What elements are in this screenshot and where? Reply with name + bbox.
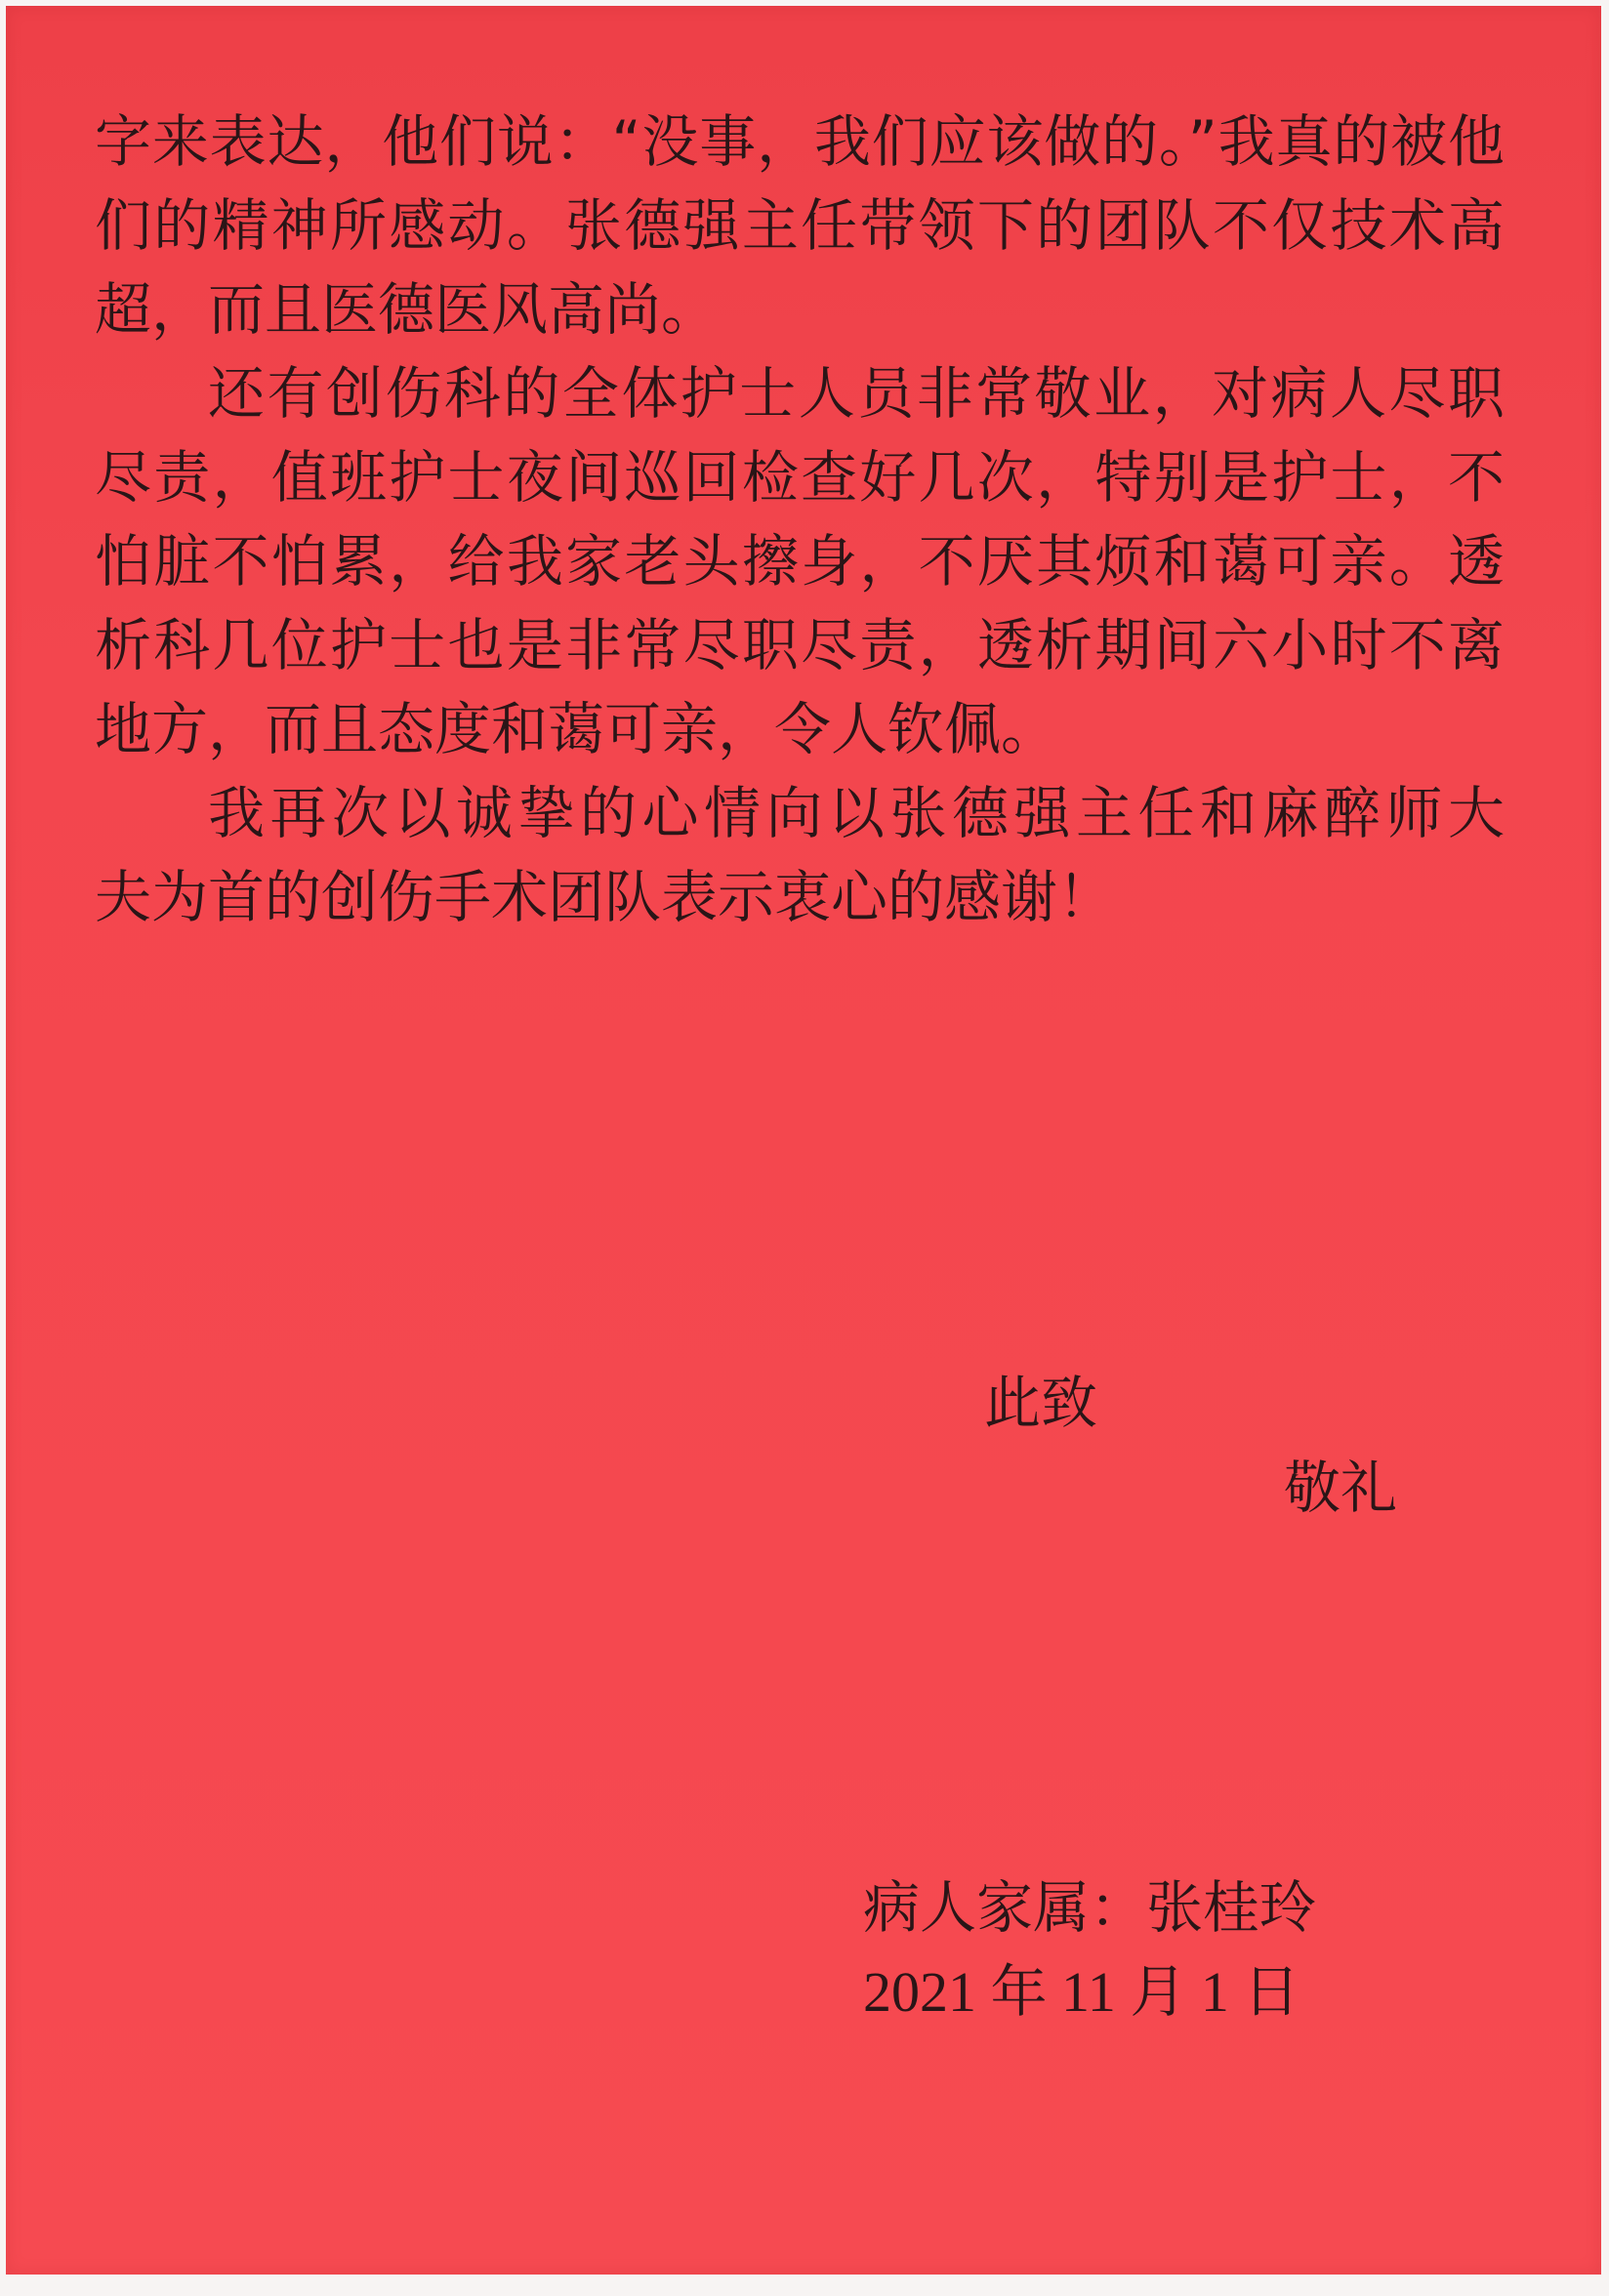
letter-line: 夫为首的创伤手术团队表示衷心的感谢！ — [95, 864, 1115, 930]
letter-line: 还有创伤科的全体护士人员非常敬业，对病人尽职 — [208, 360, 1505, 427]
signature-date: 2021 年 11 月 1 日 — [863, 1960, 1300, 2024]
body-paragraph-1 — [95, 100, 1505, 351]
letter-page — [6, 6, 1601, 2275]
letter-line: 析科几位护士也是非常尽职尽责，透析期间六小时不离 — [95, 612, 1505, 678]
letter-line: 们的精神所感动。张德强主任带领下的团队不仅技术高 — [95, 192, 1505, 259]
body-paragraph-2 — [95, 351, 1505, 771]
signature-name: 病人家属：张桂玲 — [863, 1874, 1317, 1941]
letter-line: 尽责，值班护士夜间巡回检查好几次，特别是护士，不 — [95, 444, 1505, 511]
letter-line: 地方，而且态度和蔼可亲，令人钦佩。 — [95, 696, 1058, 762]
letter-line: 超，而且医德医风高尚。 — [95, 276, 719, 343]
body-paragraph-3 — [95, 771, 1505, 939]
letter-line: 字来表达，他们说：“没事，我们应该做的。”我真的被他 — [95, 108, 1505, 175]
closing-salutation: 此致 — [984, 1370, 1098, 1436]
letter-line: 我再次以诚挚的心情向以张德强主任和麻醉师大 — [208, 780, 1505, 846]
letter-body — [95, 100, 1505, 939]
closing-regards: 敬礼 — [1284, 1455, 1398, 1521]
letter-line: 怕脏不怕累，给我家老头擦身，不厌其烦和蔼可亲。透 — [95, 528, 1505, 594]
